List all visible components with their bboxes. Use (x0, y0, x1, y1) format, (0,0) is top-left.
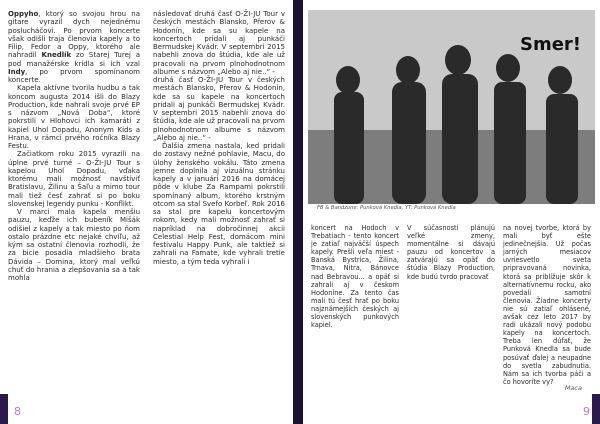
page-edge-bar (592, 394, 600, 424)
left-page (0, 0, 293, 424)
right-column-3 (503, 224, 591, 386)
left-column-2 (153, 10, 285, 266)
photo-caption: FB & Bandzone: Punková Knedla, YT: Punková Knedla (317, 205, 456, 211)
right-page (303, 0, 600, 424)
paragraph: následovať druhá časť O-ŽI-JU Tour v českých mestách Blansko, Přerov & Hodonín, kde sa su kapele na koncertoch pridali aj punkáči Bermudskej Kvádr. V septembri 2015 nabehli znova do štúdia, kde ale už pracovali na prvom plnohodnotnom albume s názvom „Alebo aj nie..“ - (153, 10, 285, 76)
paragraph: druhá časť O-ŽI-JU Tour v českých mestách Blansko, Přerov & Hodonín, kde sa su kapele na koncertoch pridali aj punkáči Bermudskej Kvádr. V septembri 2015 nabehli znova do štúdia, kde ale už pracovali na prvom plnohodnotnom albume s názvom „Alebo aj nie..“ - (153, 76, 285, 142)
page-number: 8 (14, 405, 21, 418)
page-edge-bar (0, 394, 8, 424)
band-photo (308, 10, 595, 204)
wall-graffiti: Smer! (520, 34, 582, 55)
left-column-1 (8, 10, 140, 282)
paragraph: Kapela aktívne tvorila hudbu a tak koncom augusta 2014 išli do Blazy Production, kde nahrali svoje prvé EP s názvom „Nová Doba“, ktoré pokrstili v Hlohovci ich kamaráti z kapiel Uhol Dopadu, Anonym Kids a Hrana, v rámci prvého ročníka Blazy Festu. (8, 84, 140, 150)
paragraph: Oppyho, ktorý so svojou hrou na gitare vyrazil dych nejednému poslucháčovi. Po prvom koncerte však odišli traja členovia kapely a to Filip, Fedor a Oppy, ktorého ale nahradil Knedlík zo Starej Turej a pod manažérske krídla si ich vzal Indy, po prvom spomínanom koncerte. (8, 10, 140, 84)
right-column-2 (407, 224, 495, 281)
paragraph: Začiatkom roku 2015 vyrazili na úplne prvé turné – O-ŽI-JU Tour s kapelou Uhol Dopadu, vďaka ktorému mali možnosť navštíviť Bratislavu, Žilinu a Šaľu a mimo tour mali tiež česť zahrať si po boku slovenskej legendy punku - Konflikt. (8, 150, 140, 208)
page-number: 9 (583, 405, 590, 418)
author-signature: Maca (564, 384, 582, 392)
right-column-1 (311, 224, 399, 329)
band-photo-illustration (308, 10, 595, 204)
paragraph: na novej tvorbe, ktorá by mali byť ešte jedinečnejšia. Už počas jarných mesiacov uvriesvetlo sveta pripravovaná novinka, ktorá sa priblížuje skôr k alternatívnemu rocku, ako povedali samotní členovia. Žiadne koncerty nie sú zatiaľ ohlásené, avšak cez leto 2017 by radi ukázali nový podobu kapely na koncertoch. Treba len dúfať, že Punková Knedla sa bude posúvať ďalej a neupadne do svetla zabudnutia. Nám sa ich tvorba páči a čo hovoríte vy? (503, 224, 591, 386)
paragraph: V súčasnosti plánujú veľké zmeny, momentálne si dávajú pauzu od koncertov a zatvárajú sa opäť do štúdia Blazy Production, kde budú tvrdo pracovať (407, 224, 495, 281)
paragraph: V marci mala kapela menšiu pauzu, keďže ich bubeník Mišák odišiel z kapely a tak miesto po ňom ostalo prázdne etc nejaké chvíľu, až kým sa ostatní členovia rozhodli, že za bicie posadia mladšieho brata Dávida – Domina, ktorý mal veľkú chuť do hrania a zlepšovania sa a tak mohla (8, 208, 140, 282)
paragraph: koncert na Hodoch v Trebatiach - tento koncert je zatiaľ najväčší úspech kapely. Prešli veľa miest - Banská Bystrica, Žilina, Trnava, Nitra, Bánovce nad Bebravou... a opäť si zahrali aj v českom Hodoníne. Za tento čas mali tú česť hrať po boku najznámejších českých aj slovenských punkových kapiel. (311, 224, 399, 330)
paragraph: Ďalšia zmena nastala, ked pridali do zostavy nežné pohlavie, Macu, do úlohy ženského vokálu. Táto zmena jemne doplnila aj vizuálnu stránku kapely a v januári 2016 na domácej pôde v klube Za Rampami pokrstili spomínaný album, ktorého krstným otcom sa stal Svefo Korbeľ. Rok 2016 sa stal pre kapelu koncertovým rokom, kedy mali možnosť zahrať si napríklad na dobročinnej akcii Celestial Help Fest, domácom mini festivalu Happy Punk, ale taktiež si zahrali na Famate, kde vyhrali tretie miesto, a tým teda vyhrali i (153, 142, 285, 266)
